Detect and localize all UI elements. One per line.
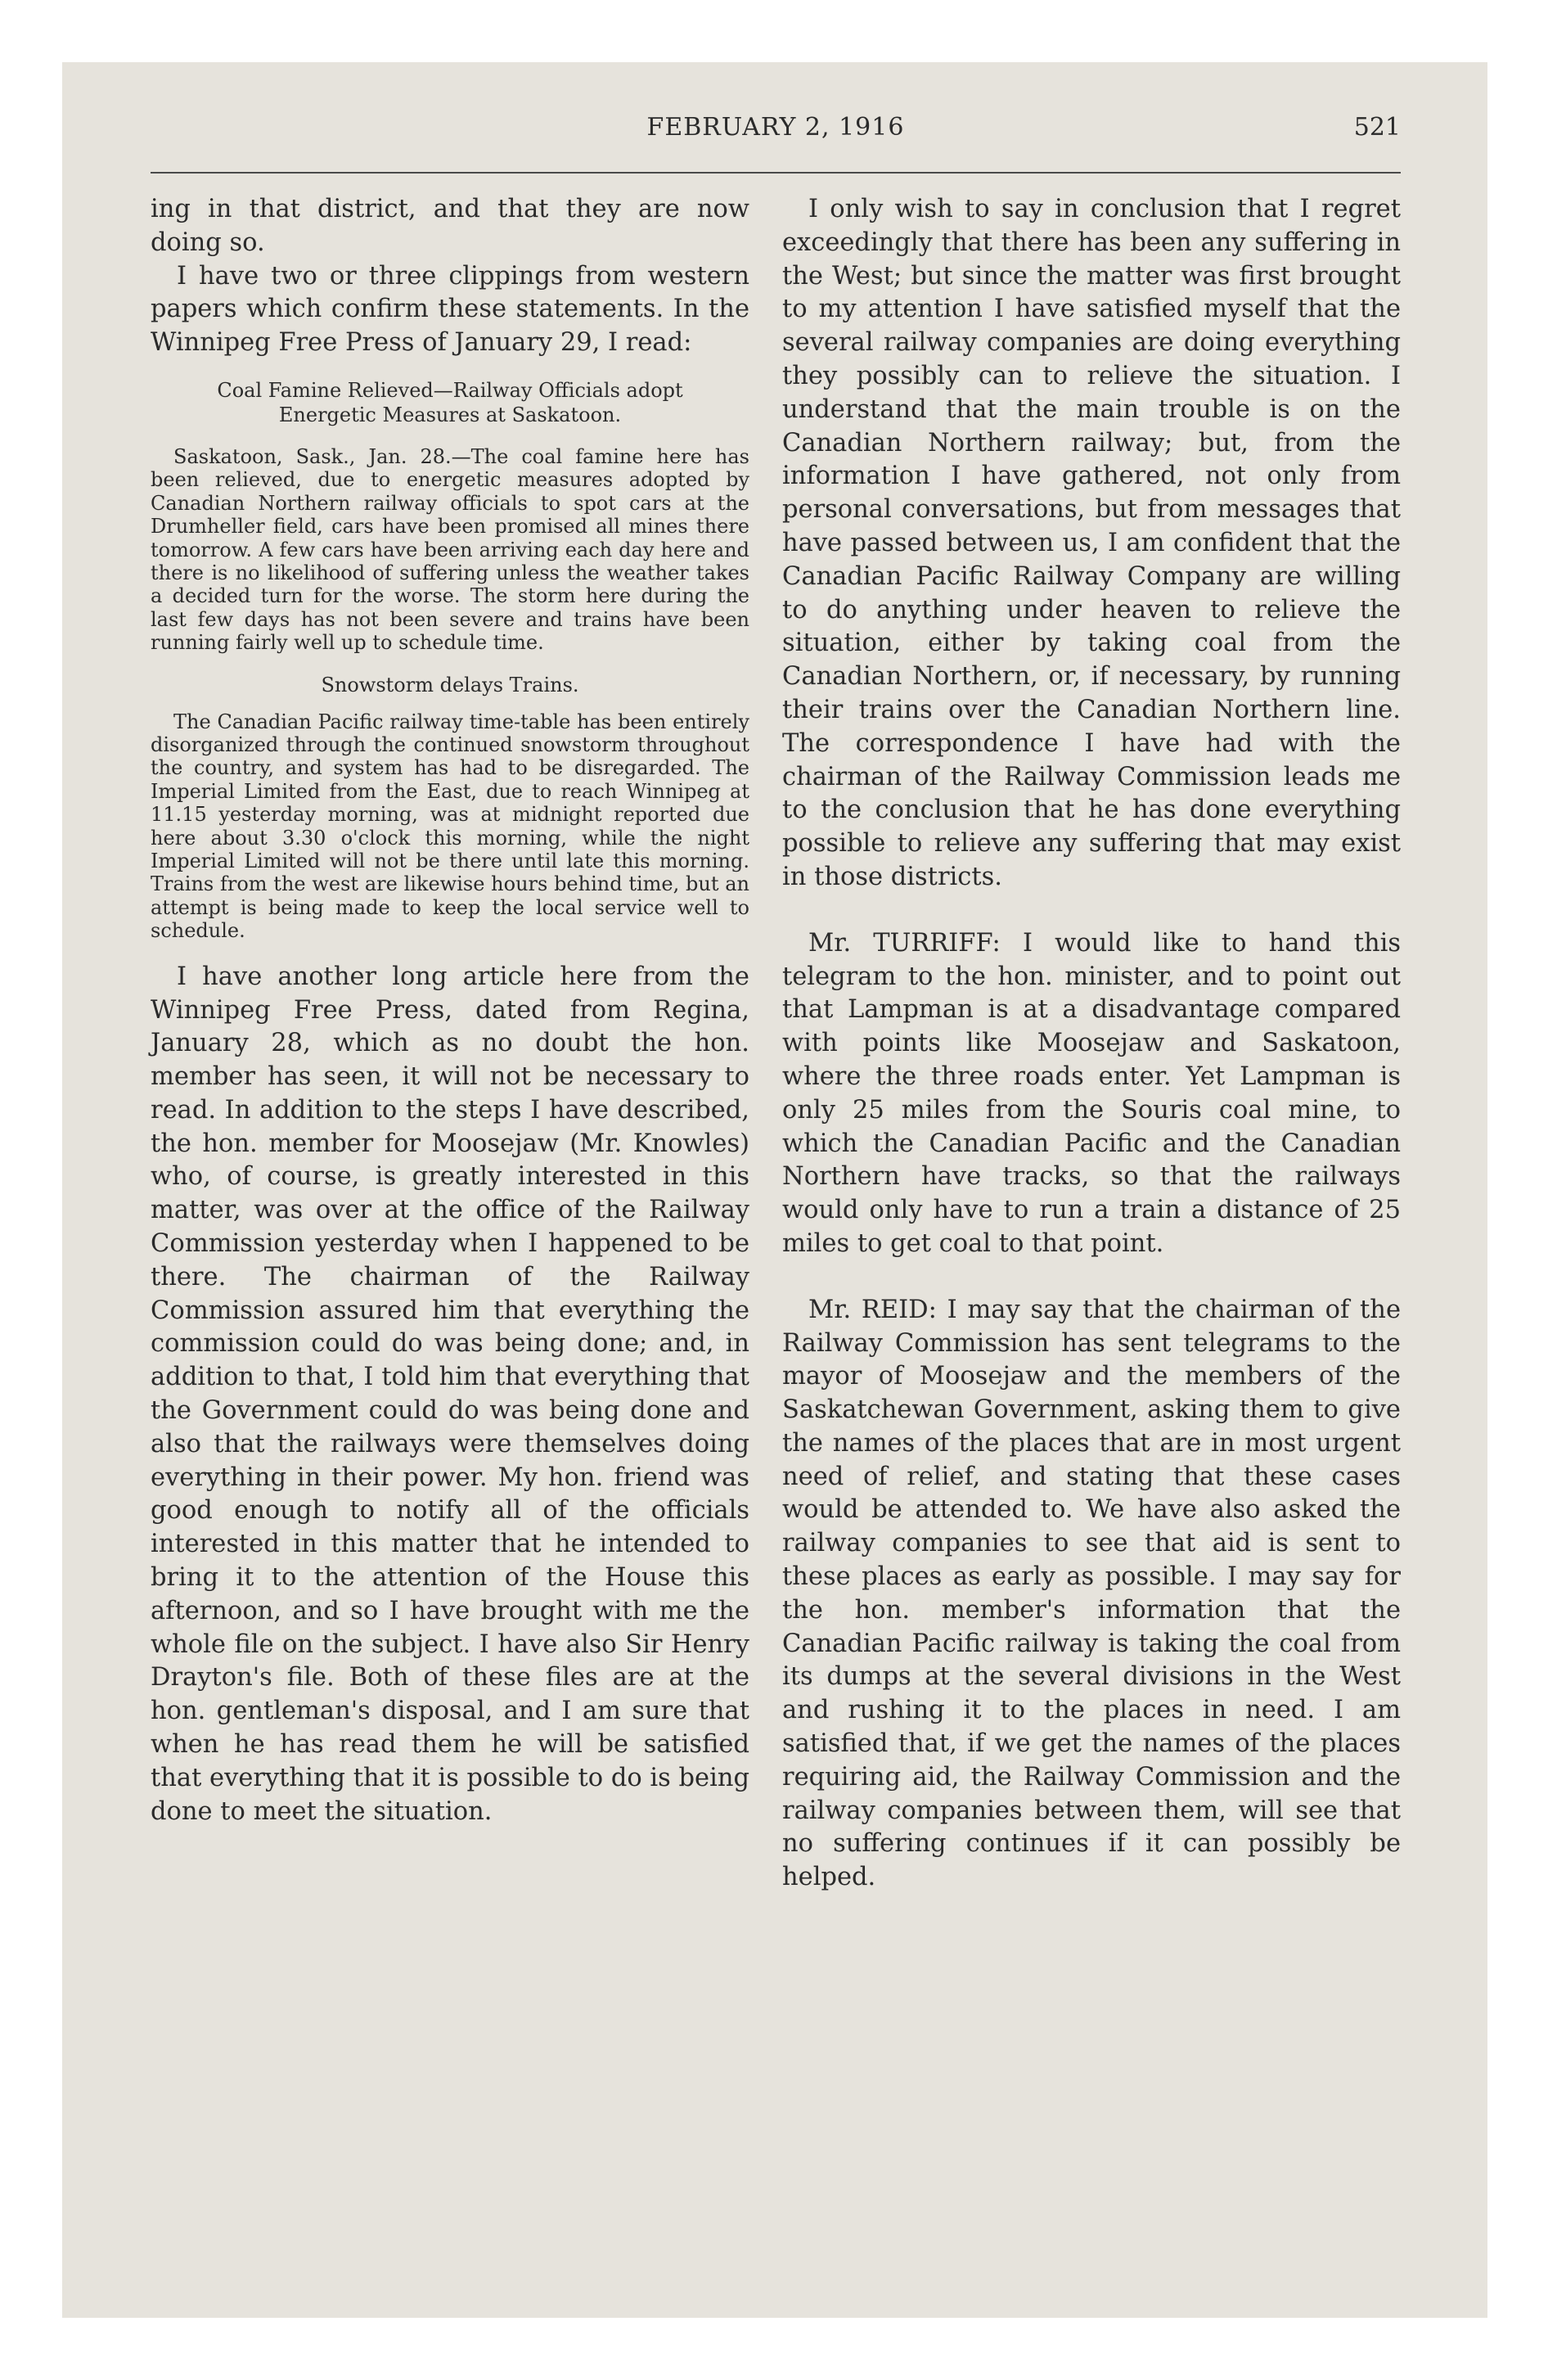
paragraph: ing in that district, and that they are now doing so. (151, 195, 749, 257)
right-column (782, 193, 1401, 1895)
clipping-text: The Canadian Pacific railway time-table has been entirely disorganized through the continued snowstorm throughout the country, and system has had to be disregarded. The Imperial Limited from the East, due to reach Winnipeg at 11.15 yesterday morning, was at midnight reported due here about 3.30 o'clock this morning, while the night Imperial Limited will not be there until late this morning. Trains from the west are likewise hours behind time, but an attempt is being made to keep the local service well to schedule. (151, 710, 749, 943)
speech-text: I would like to hand this telegram to the hon. minister, and to point out that Lampman is at a disadvantage compared with points like Moosejaw and Saskatoon, where the three roads enter. Yet Lampman is only 25 miles from the Souris coal mine, to which the Canadian Pacific and the Canadian Northern have tracks, so that the railways would only have to run a train a distance of 25 miles to get coal to that point. (782, 928, 1401, 1258)
speaker-name: Mr. TURRIFF: (808, 928, 1001, 958)
paragraph: I have two or three clippings from western papers which confirm these statements. In the Winnipeg Free Press of January 29, I read: (151, 261, 749, 358)
speech-text: I may say that the chairman of the Railway Commission has sent telegrams to the mayor of Moosejaw and the members of the Saskatchewan Government, asking them to give the names of the places that are in most urgent need of relief, and stating that these cases would be attended to. We have also asked the railway companies to see that aid is sent to these places as early as possible. I may say for the hon. member's information that the Canadian Pacific railway is taking the coal from its dumps at the several divisions in the West and rushing it to the places in need. I am satisfied that, if we get the names of the places requiring aid, the Railway Commission and the railway companies between them, will see that no suffering continues if it can possibly be helped. (782, 1295, 1401, 1892)
paragraph: I only wish to say in conclusion that I regret exceedingly that there has been any suffering in the West; but since the matter was first brought to my attention I have satisfied myself that the several railway companies are doing everything they possibly can to relieve the situation. I understand that the main trouble is on the Canadian Northern railway; but, from the information I have gathered, not only from personal conversations, but from messages that have passed between us, I am confident that the Canadian Pacific Railway Company are willing to do anything under heaven to relieve the situation, either by taking coal from the Canadian Northern, or, if necessary, by running their trains over the Canadian Northern line. The correspondence I have had with the chairman of the Railway Commission leads me to the conclusion that he has done everything possible to relieve any suffering that may exist in those districts. (782, 195, 1401, 891)
clipping-subheading: Snowstorm delays Trains. (321, 673, 579, 696)
clipping-headline-line-1: Coal Famine Relieved—Railway Officials adopt (217, 378, 683, 402)
speech-reid (782, 1294, 1401, 1895)
page-number: 521 (1353, 113, 1401, 142)
speaker-name: Mr. REID: (808, 1295, 937, 1324)
left-column (151, 193, 749, 1828)
clipping-text: Saskatoon, Sask., Jan. 28.—The coal famine here has been relieved, due to energetic measures adopted by Canadian Northern railway officials to spot cars at the Drumheller field, cars have been promised all mines there tomorrow. A few cars have been arriving each day here and there is no likelihood of suffering unless the weather takes a decided turn for the worse. The storm here during the last few days has not been severe and trains have been running fairly well up to schedule time. (151, 444, 749, 655)
document-page (62, 62, 1487, 2318)
page-header (151, 113, 1401, 159)
paragraph: I have another long article here from the Winnipeg Free Press, dated from Regina, January 28, which as no doubt the hon. member has seen, it will not be necessary to read. In addition to the steps I have described, the hon. member for Moosejaw (Mr. Knowles) who, of course, is greatly interested in this matter, was over at the office of the Railway Commission yesterday when I happened to be there. The chairman of the Railway Commission assured him that everything the commission could do was being done; and, in addition to that, I told him that everything that the Government could do was being done and also that the railways were themselves doing everything in their power. My hon. friend was good enough to notify all of the officials interested in this matter that he intended to bring it to the attention of the House this afternoon, and so I have brought with me the whole file on the subject. I have also Sir Henry Drayton's file. Both of these files are at the hon. gentleman's disposal, and I am sure that when he has read them he will be satisfied that everything that it is possible to do is being done to meet the situation. (151, 962, 749, 1826)
header-date: FEBRUARY 2, 1916 (646, 113, 905, 142)
clipping-headline-line-2: Energetic Measures at Saskatoon. (278, 403, 622, 426)
header-rule (151, 172, 1401, 174)
speech-turriff (782, 927, 1401, 1261)
